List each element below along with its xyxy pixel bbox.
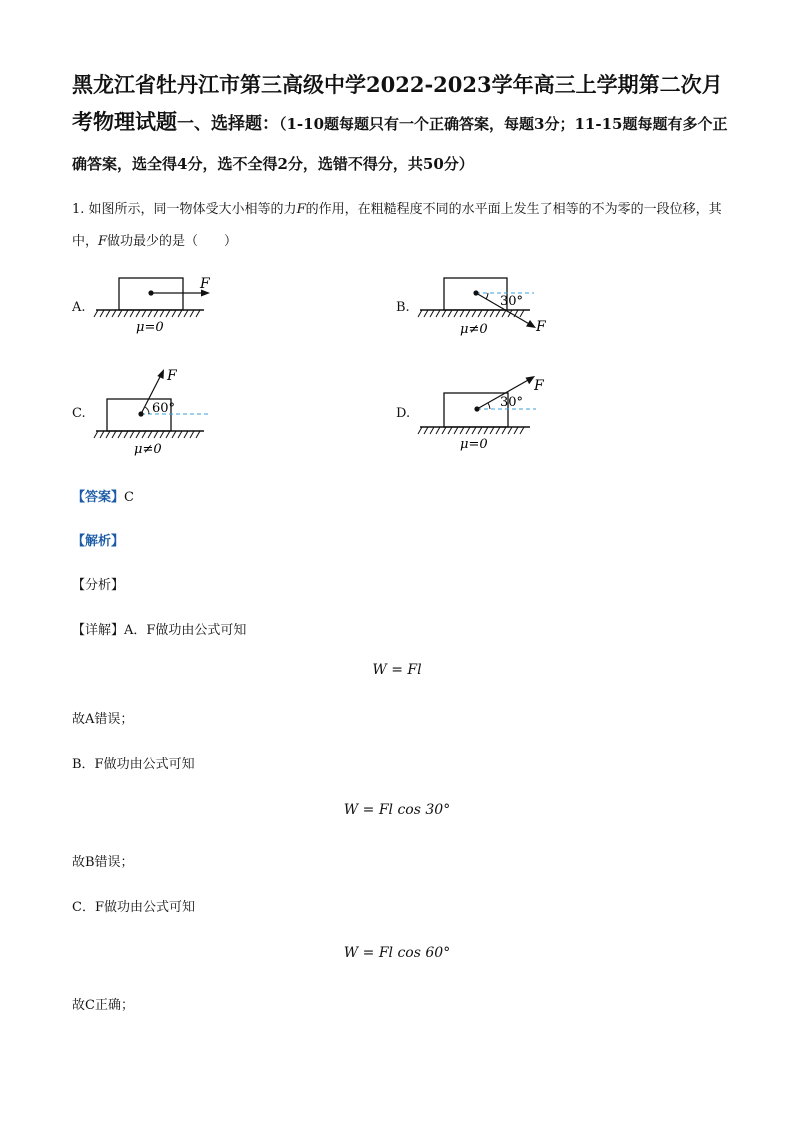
detail-b-intro: B．F做功由公式可知: [72, 757, 195, 772]
angle-label: 30°: [500, 294, 524, 309]
formula-a: W = Fl: [372, 662, 422, 678]
formula-b-lhs: W: [343, 802, 359, 818]
arrow-head: [526, 320, 536, 328]
formula-b: W = Fl cos 30°: [343, 802, 451, 818]
stem-part1: 如图所示，同一物体受大小相等的力: [88, 202, 297, 217]
stem-part3: 做功最少的是（ ）: [107, 234, 238, 249]
formula-c: W = Fl cos 60°: [343, 945, 451, 961]
ground-hatch: [94, 310, 200, 317]
formula-c-rhs: Fl cos 60°: [378, 945, 451, 961]
option-d-letter: D.: [396, 406, 411, 421]
option-a-letter: A.: [72, 300, 86, 315]
option-b-letter: B.: [396, 300, 410, 315]
option-c-letter: C.: [72, 406, 86, 421]
option-b-figure: [414, 268, 574, 340]
formula-a-rhs: Fl: [407, 662, 422, 678]
option-d-figure: [414, 372, 574, 460]
answer-value: C: [124, 490, 134, 505]
detail-a-text: A．F做功由公式可知: [124, 623, 247, 638]
angle-arc: [486, 293, 488, 299]
analysis-tag: 【解析】: [72, 534, 125, 549]
angle-label: 30°: [500, 395, 524, 410]
page-title: [72, 66, 732, 183]
force-label: F: [167, 368, 177, 384]
stem-var1: F: [296, 202, 306, 217]
fenxi-tag: 【分析】: [72, 578, 125, 593]
answer-row: [72, 486, 134, 505]
friction-label: μ=0: [460, 437, 488, 452]
friction-label: μ≠0: [460, 322, 488, 337]
option-c-figure: [90, 364, 220, 460]
angle-label: 60°: [152, 401, 176, 416]
friction-label: μ≠0: [134, 442, 162, 457]
force-label: F: [536, 319, 546, 335]
question-stem: [72, 194, 730, 258]
formula-c-lhs: W: [343, 945, 359, 961]
fenxi-row: [72, 574, 124, 593]
section-heading: 一、选择题：: [177, 114, 279, 134]
force-label: F: [534, 378, 544, 394]
detail-b-conclusion: 故B错误；: [72, 855, 134, 870]
title-main: 黑龙江省牡丹江市第三高级中学2022-2023学年高三上学期第二次月考物理试题: [72, 72, 723, 134]
ground-hatch: [418, 427, 524, 434]
answer-tag: 【答案】: [72, 490, 125, 505]
stem-part2: 的作用，在粗糙程度不同的水平面上发生了相等的不为零的一段位移，其中，: [72, 202, 722, 249]
section-description: （1-10题每题只有一个正确答案，每题3分；11-15题每题有多个正确答案，选全得4分，选不全得2分，选错不得分，共50分）: [72, 115, 728, 173]
friction-label: μ=0: [136, 320, 164, 335]
force-label: F: [200, 276, 210, 292]
arrow-head: [157, 369, 164, 379]
detail-c-conclusion: 故C正确；: [72, 998, 134, 1013]
analysis-row: [72, 530, 124, 549]
formula-a-lhs: W: [372, 662, 387, 678]
question-number: 1.: [72, 202, 85, 217]
detail-a-intro: [72, 619, 246, 638]
formula-b-rhs: Fl cos 30°: [378, 802, 451, 818]
detail-tag: 【详解】: [72, 623, 125, 638]
angle-arc: [145, 407, 149, 414]
option-a-figure: [90, 268, 220, 338]
ground-hatch: [94, 431, 200, 438]
detail-c-intro: C．F做功由公式可知: [72, 900, 195, 915]
detail-a-conclusion: 故A错误；: [72, 712, 134, 727]
angle-arc: [488, 403, 490, 409]
stem-var2: F: [98, 234, 108, 249]
